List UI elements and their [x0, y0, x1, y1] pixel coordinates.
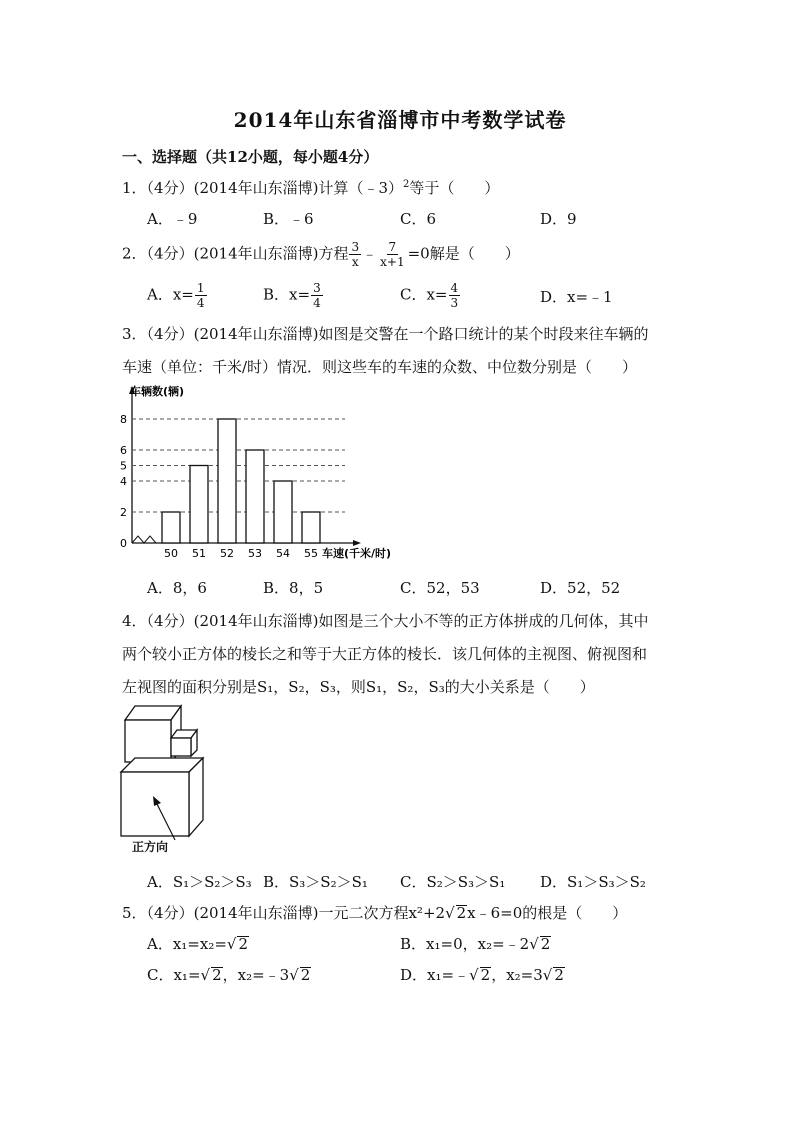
sqrt-icon: √ — [226, 935, 237, 953]
q4-line-3: 左视图的面积分别是S₁，S₂，S₃，则S₁，S₂，S₃的大小关系是（ ） — [122, 678, 595, 696]
y-tick-label: 0 — [120, 537, 127, 550]
section-heading: 一、选择题（共12小题，每小题4分） — [122, 148, 379, 166]
q5-stem: 5．（4分）(2014年山东淄博)一元二次方程x²+2 — [122, 904, 446, 922]
q2-stem: 2．（4分）(2014年山东淄博)方程 — [122, 244, 349, 263]
question-1 — [122, 177, 499, 198]
q4-line-1: 4．（4分）(2014年山东淄博)如图是三个大小不等的正方体拼成的几何体，其中 — [122, 612, 649, 630]
x-tick-label: 55 — [304, 547, 318, 560]
q3-option-d[interactable]: D．52，52 — [540, 579, 621, 597]
q5-option-d[interactable] — [400, 964, 565, 985]
bar — [162, 512, 180, 543]
q4-option-c[interactable]: C．S₂＞S₃＞S₁ — [400, 873, 506, 891]
q4-option-b[interactable]: B．S₃＞S₂＞S₁ — [263, 873, 368, 891]
sqrt-icon: √ — [445, 904, 455, 922]
question-2 — [122, 240, 520, 269]
q3-line-2: 车速（单位：千米/时）情况．则这些车的车速的众数、中位数分别是（ ） — [122, 358, 638, 376]
q5-radicand: 2 — [456, 904, 467, 922]
q3-line-1: 3．（4分）(2014年山东淄博)如图是交警在一个路口统计的某个时段来往车辆的 — [122, 325, 649, 343]
y-axis-label: 车辆数(辆) — [130, 385, 185, 398]
sqrt-icon: √ — [542, 966, 553, 984]
q2-option-a-fraction: $\frac{1}{4}$ — [196, 281, 205, 310]
x-axis-arrow-icon — [353, 540, 361, 546]
q2-option-b[interactable] — [263, 281, 324, 310]
q2-option-c-label: C．x= — [400, 285, 448, 304]
direction-label: 正方向 — [132, 840, 169, 854]
y-tick-label: 5 — [120, 459, 127, 473]
cubes-figure — [115, 700, 215, 860]
q2-option-b-fraction: $\frac{3}{4}$ — [313, 281, 321, 310]
q4-line-2: 两个较小正方体的棱长之和等于大正方体的棱长．该几何体的主视图、俯视图和 — [122, 645, 648, 663]
q1-option-a[interactable]: A．﹣9 — [147, 210, 198, 228]
q5-option-d-radicand-2: 2 — [554, 966, 564, 984]
q1-stem-end: 等于（ ） — [409, 179, 500, 197]
q4-option-a[interactable]: A．S₁＞S₂＞S₃ — [147, 873, 252, 891]
x-tick-label: 51 — [192, 547, 206, 560]
y-tick-label: 6 — [120, 444, 127, 457]
q5-option-b-label: B．x₁=0，x₂=﹣2 — [400, 935, 530, 953]
bar — [190, 466, 208, 544]
q5-option-c-label: C．x₁= — [147, 966, 201, 984]
q2-fraction-2: $\frac{7}{x+1}$ — [380, 240, 405, 269]
x-tick-label: 50 — [164, 547, 178, 560]
q1-exponent: 2 — [403, 179, 410, 190]
q5-option-b[interactable] — [400, 933, 551, 954]
q5-option-b-radicand: 2 — [540, 935, 551, 953]
q2-option-c-fraction: $\frac{4}{3}$ — [450, 281, 459, 310]
q3-option-a[interactable]: A．8，6 — [147, 579, 207, 597]
sqrt-icon: √ — [529, 935, 539, 953]
bar — [274, 481, 292, 543]
q2-stem-end: =0解是（ ） — [407, 244, 520, 263]
speed-bar-chart — [110, 380, 430, 565]
q2-fraction-1: $\frac{3}{x}$ — [351, 240, 360, 269]
y-tick-label: 8 — [120, 413, 127, 426]
q5-option-d-radicand-1: 2 — [480, 966, 491, 984]
x-tick-label: 52 — [220, 547, 234, 560]
q4-option-d[interactable]: D．S₁＞S₃＞S₂ — [540, 873, 646, 891]
sqrt-icon: √ — [469, 966, 479, 984]
q5-option-a-radicand: 2 — [238, 935, 249, 953]
sqrt-icon: √ — [289, 966, 299, 984]
x-axis-label: 车速(千米/时) — [322, 547, 392, 560]
q2-minus: ﹣ — [362, 244, 378, 263]
q2-option-a[interactable] — [147, 281, 208, 310]
q5-option-c-radicand-1: 2 — [212, 966, 222, 984]
q5-option-a[interactable] — [147, 933, 249, 954]
question-5 — [122, 902, 627, 923]
q5-option-a-label: A．x₁=x₂= — [147, 935, 227, 953]
sqrt-icon: √ — [200, 966, 211, 984]
q1-option-b[interactable]: B．﹣6 — [263, 210, 314, 228]
q5-option-c-radicand-2: 2 — [300, 966, 311, 984]
q2-option-b-label: B．x= — [263, 285, 311, 304]
q3-option-c[interactable]: C．52，53 — [400, 579, 480, 597]
axis-break — [132, 536, 156, 543]
q1-stem: 1．（4分）(2014年山东淄博)计算（﹣3） — [122, 179, 404, 197]
bar — [218, 419, 236, 543]
bar — [302, 512, 320, 543]
q5-stem-end: x﹣6=0的根是（ ） — [467, 904, 628, 922]
q5-option-c-mid: ，x₂=﹣3 — [222, 966, 290, 984]
q1-option-d[interactable]: D．9 — [540, 210, 577, 228]
q2-option-d[interactable]: D．x=﹣1 — [540, 288, 613, 306]
x-tick-label: 53 — [248, 547, 262, 560]
y-tick-label: 4 — [120, 475, 127, 488]
page-title: 2014年山东省淄博市中考数学试卷 — [233, 108, 567, 132]
q5-option-d-mid: ，x₂=3 — [491, 966, 543, 984]
y-tick-label: 2 — [120, 506, 127, 519]
q5-option-d-label: D．x₁=﹣ — [400, 966, 470, 984]
x-tick-label: 54 — [276, 547, 290, 560]
q2-option-a-label: A．x= — [147, 285, 194, 304]
q3-option-b[interactable]: B．8，5 — [263, 579, 324, 597]
q2-option-c[interactable] — [400, 281, 461, 310]
q1-option-c[interactable]: C．6 — [400, 210, 437, 228]
bar — [246, 450, 264, 543]
q5-option-c[interactable] — [147, 964, 311, 985]
